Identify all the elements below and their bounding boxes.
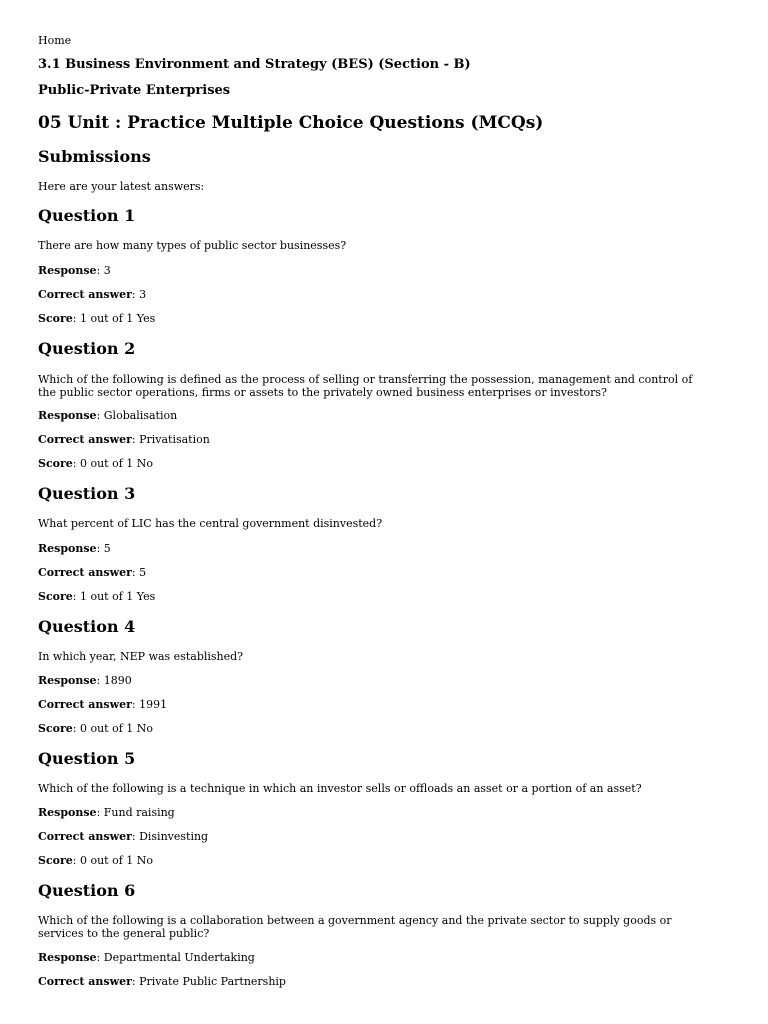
correct-value: Privatisation [139,433,210,446]
score-value: 1 out of 1 Yes [79,590,156,603]
home-link[interactable]: Home [38,34,72,47]
score-label: Score [38,457,73,470]
question-2-score: Score: 0 out of 1 No [38,457,154,470]
question-3-text: What percent of LIC has the central government disinvested? [38,517,383,530]
correct-value: Disinvesting [139,830,209,843]
question-1-title: Question 1 [38,206,136,225]
question-2-response: Response: Globalisation [38,409,178,422]
correct-value: 3 [139,288,147,301]
correct-value: 5 [139,566,147,579]
correct-label: Correct answer [38,830,132,843]
response-value: Fund raising [103,806,175,819]
question-1-correct: Correct answer: 3 [38,288,147,301]
question-6-text: Which of the following is a collaboration between a government agency and the private sector to supply goods or services to the general public? [38,914,672,940]
score-value: 0 out of 1 No [79,457,154,470]
response-label: Response [38,542,97,555]
question-1-score: Score: 1 out of 1 Yes [38,312,156,325]
correct-label: Correct answer [38,433,132,446]
submissions-heading: Submissions [38,147,151,166]
question-1-response: Response: 3 [38,264,111,277]
score-value: 0 out of 1 No [79,722,154,735]
question-2-title: Question 2 [38,339,136,358]
question-6-title: Question 6 [38,881,136,900]
question-5-text: Which of the following is a technique in which an investor sells or offloads an asset or a portion of an asset? [38,782,642,795]
correct-label: Correct answer [38,698,132,711]
response-label: Response [38,806,97,819]
question-3-response: Response: 5 [38,542,111,555]
response-value: 3 [103,264,111,277]
question-1-text: There are how many types of public sector businesses? [38,239,347,252]
response-label: Response [38,264,97,277]
correct-value: 1991 [139,698,168,711]
question-3-score: Score: 1 out of 1 Yes [38,590,156,603]
question-4-correct: Correct answer: 1991 [38,698,168,711]
question-5-title: Question 5 [38,749,136,768]
question-2-correct: Correct answer: Privatisation [38,433,210,446]
score-value: 0 out of 1 No [79,854,154,867]
intro-text: Here are your latest answers: [38,180,205,193]
question-4-score: Score: 0 out of 1 No [38,722,154,735]
topic-title: Public-Private Enterprises [38,83,231,98]
score-label: Score [38,854,73,867]
score-label: Score [38,590,73,603]
unit-title: 05 Unit : Practice Multiple Choice Questions (MCQs) [38,113,544,133]
response-label: Response [38,951,97,964]
response-value: 1890 [103,674,132,687]
correct-label: Correct answer [38,288,132,301]
correct-label: Correct answer [38,975,132,988]
correct-label: Correct answer [38,566,132,579]
question-6-correct: Correct answer: Private Public Partnership [38,975,286,988]
score-label: Score [38,722,73,735]
question-4-response: Response: 1890 [38,674,132,687]
question-4-title: Question 4 [38,617,136,636]
score-value: 1 out of 1 Yes [79,312,156,325]
response-label: Response [38,674,97,687]
question-3-correct: Correct answer: 5 [38,566,147,579]
response-value: Globalisation [103,409,178,422]
question-3-title: Question 3 [38,484,136,503]
question-2-text: Which of the following is defined as the process of selling or transferring the possession, management and control of the public sector operations, firms or assets to the privately owned business enterprises or investors? [38,373,693,399]
question-4-text: In which year, NEP was established? [38,650,244,663]
course-title: 3.1 Business Environment and Strategy (BES) (Section - B) [38,57,471,72]
response-label: Response [38,409,97,422]
question-6-response: Response: Departmental Undertaking [38,951,255,964]
question-5-score: Score: 0 out of 1 No [38,854,154,867]
correct-value: Private Public Partnership [139,975,286,988]
response-value: Departmental Undertaking [103,951,255,964]
response-value: 5 [103,542,111,555]
score-label: Score [38,312,73,325]
question-5-response: Response: Fund raising [38,806,175,819]
question-5-correct: Correct answer: Disinvesting [38,830,209,843]
